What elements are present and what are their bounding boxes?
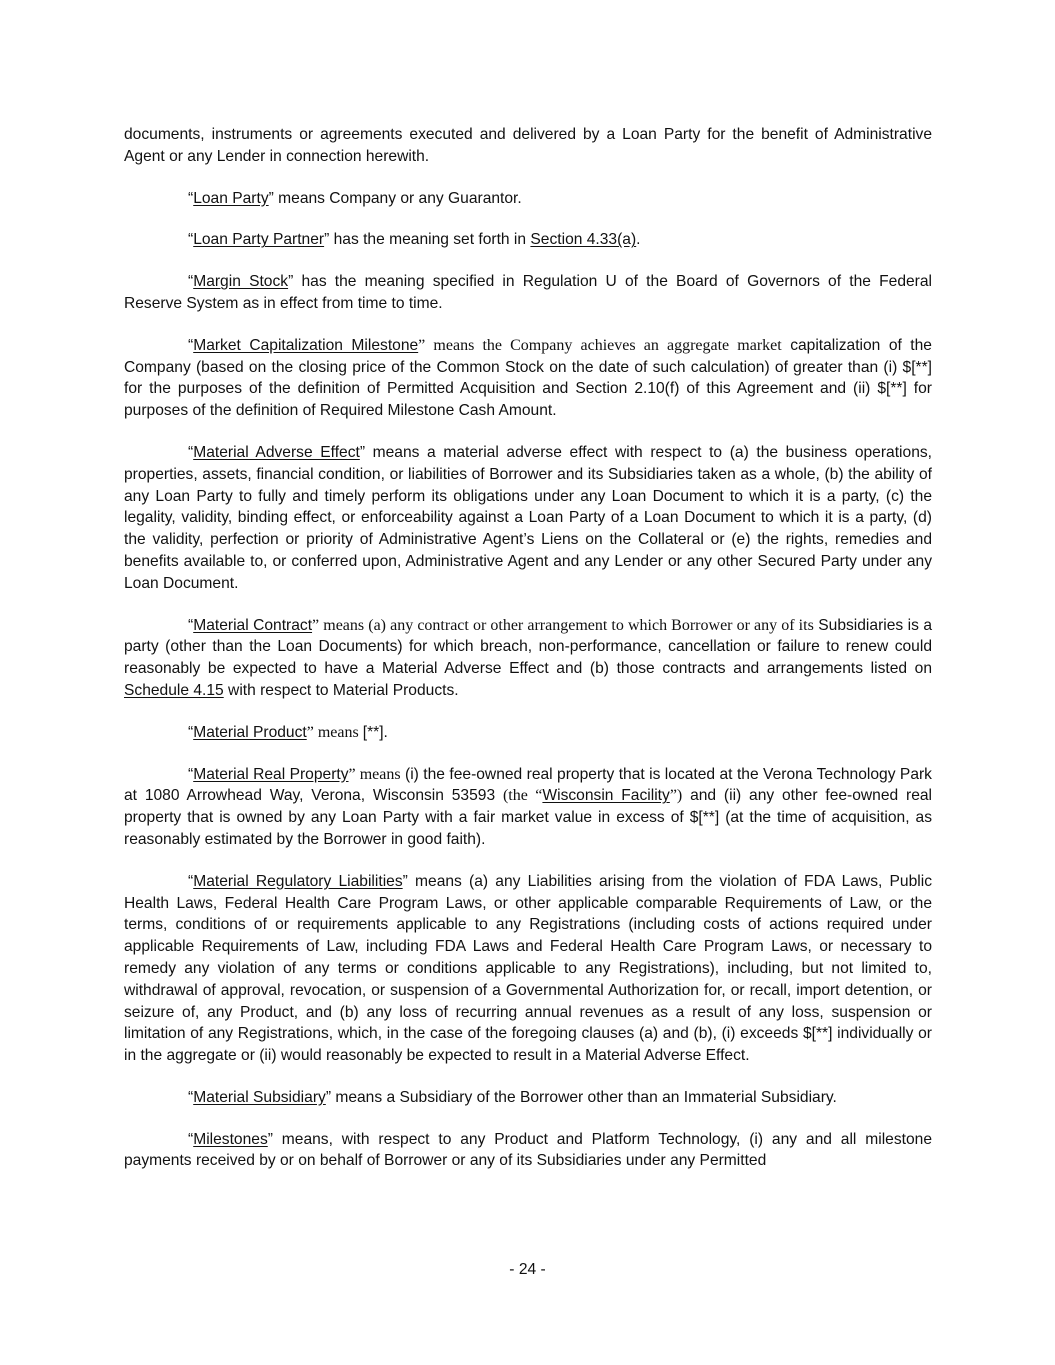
definition-market-capitalization-milestone	[124, 335, 932, 422]
continuation-paragraph	[124, 124, 932, 168]
definition-end: with respect to Material Products.	[223, 681, 459, 699]
defined-term: Material Adverse Effect	[193, 443, 360, 461]
definition-text: ” has the meaning specified in Regulation U of the Board of Governors of the Federal Reserve System as in effect from time to time.	[124, 273, 933, 312]
open-quote: “	[188, 616, 194, 634]
definition-material-adverse-effect	[124, 442, 932, 595]
definition-text-continued: and (ii) any other fee-owned real property that is owned by any Loan Party with a fair market value in excess of $[**] (at the time of acquisition, as reasonably estimated by the Borrower in good faith).	[124, 787, 933, 848]
section-reference: Section 4.33(a)	[530, 231, 637, 249]
definition-text: ” means, with respect to any Product and Platform Technology, (i) any and all milestone payments received by or on behalf of Borrower or any of its Subsidiaries under any Permitted	[124, 1130, 932, 1170]
definition-margin-stock	[124, 271, 932, 315]
definition-text-serif: ” means	[306, 723, 363, 741]
schedule-reference: Schedule 4.15	[124, 681, 224, 699]
defined-term: Material Subsidiary	[193, 1088, 326, 1106]
definition-text: ” means a material adverse effect with respect to (a) the business operations, properties, assets, financial condition, or liabilities of Borrower and its Subsidiaries taken as a whole, (b) the ability of any Loan Party to fully and timely perform its obligations under any Loan Document to which it is a party, (c) the legality, validity, binding effect, or enforceability against a Loan Party of a Loan Document to which it is a party, (d) the validity, perfection or priority of Administrative Agent’s Liens on the Collateral or (e) the rights, remedies and benefits available to, or conferred upon, Administrative Agent and any Lender or any other Secured Party under any Loan Document.	[124, 443, 932, 592]
definition-text: capitalization of the Company (based on the closing price of the Common Stock on the date of such calculation) of greater than (i) $[**] for the purposes of the definition of Permitted Acquisition and Section 2.10(f) of this Agreement and (ii) $[**] for purposes of the definition of Required Milestone Cash Amount.	[124, 336, 932, 420]
open-quote: “	[188, 765, 194, 783]
definition-material-contract	[124, 615, 932, 702]
document-page-body	[124, 124, 932, 1192]
definition-text: ” means a Subsidiary of the Borrower other than an Immaterial Subsidiary.	[325, 1088, 837, 1106]
definition-material-subsidiary	[124, 1087, 932, 1109]
defined-term: Margin Stock	[193, 273, 289, 291]
definition-text-serif-open: (the “	[502, 787, 543, 805]
open-quote: “	[188, 443, 194, 461]
page-number: - 24 -	[509, 1261, 546, 1278]
open-quote: “	[188, 189, 194, 207]
wisconsin-facility-term: Wisconsin Facility	[542, 787, 670, 805]
definition-text: Subsidiaries is a party (other than the Loan Documents) for which breach, non-performance, cancellation or failure to renew could reasonably be expected to have a Material Adverse Effect and (b) those contracts and arrangements listed on	[124, 616, 933, 678]
continuation-text: documents, instruments or agreements executed and delivered by a Loan Party for the benefit of Administrative Agent or any Lender in connection herewith.	[124, 126, 932, 165]
defined-term: Market Capitalization Milestone	[193, 336, 419, 354]
open-quote: “	[188, 231, 194, 249]
definition-text: ” means (a) any Liabilities arising from the violation of FDA Laws, Public Health Laws, Federal Health Care Program Laws, or other applicable comparable Requirements of Law, or the terms, conditions of or requirements applicable to any Registrations (including costs of actions required under applicable Requirements of Law, including FDA Laws and Federal Health Care Program Laws, or necessary to remedy any violation of any terms or conditions applicable to any Registrations), including, but not limited to, withdrawal of approval, revocation, or suspension of a Governmental Authorization for, or recall, import detention, or seizure of, any Product, and (b) any loss of recurring annual revenues as a result of any loss, suspension or limitation of any Registrations, which, in the case of the foregoing clauses (a) and (b), (i) exceeds $[**] individually or in the aggregate or (ii) would reasonably be expected to result in a Material Adverse Effect.	[124, 872, 932, 1065]
open-quote: “	[188, 1088, 194, 1106]
definition-material-regulatory-liabilities	[124, 871, 932, 1067]
open-quote: “	[188, 273, 194, 291]
definition-text-serif-close: ”)	[669, 787, 683, 805]
defined-term: Loan Party	[193, 189, 269, 207]
open-quote: “	[188, 723, 194, 741]
defined-term: Material Regulatory Liabilities	[193, 872, 403, 890]
definition-text-serif: ” means (a) any contract or other arrangement to which Borrower or any of its	[312, 616, 814, 634]
definition-text: [**].	[362, 723, 388, 741]
definition-loan-party-partner	[124, 229, 932, 251]
open-quote: “	[188, 336, 194, 354]
open-quote: “	[188, 1130, 194, 1148]
definition-text: ” means Company or any Guarantor.	[268, 189, 522, 207]
defined-term: Loan Party Partner	[193, 231, 325, 249]
definition-loan-party	[124, 188, 932, 210]
definition-material-real-property	[124, 764, 932, 851]
defined-term: Material Real Property	[193, 765, 349, 783]
definition-text-serif: ” means the Company achieves an aggregate market	[418, 336, 782, 354]
definition-text: (i) the fee-owned real property that is located at the Verona Technology Park at 1080 Arrowhead Way, Verona, Wisconsin 53593	[124, 765, 932, 805]
definition-milestones	[124, 1129, 932, 1173]
defined-term: Milestones	[193, 1130, 268, 1148]
open-quote: “	[188, 872, 194, 890]
definition-end: .	[636, 231, 641, 249]
definition-text: ” has the meaning set forth in	[324, 231, 531, 249]
defined-term: Material Product	[193, 723, 307, 741]
definition-text-serif: ” means	[348, 765, 401, 783]
defined-term: Material Contract	[193, 616, 313, 634]
definition-material-product	[124, 722, 932, 744]
